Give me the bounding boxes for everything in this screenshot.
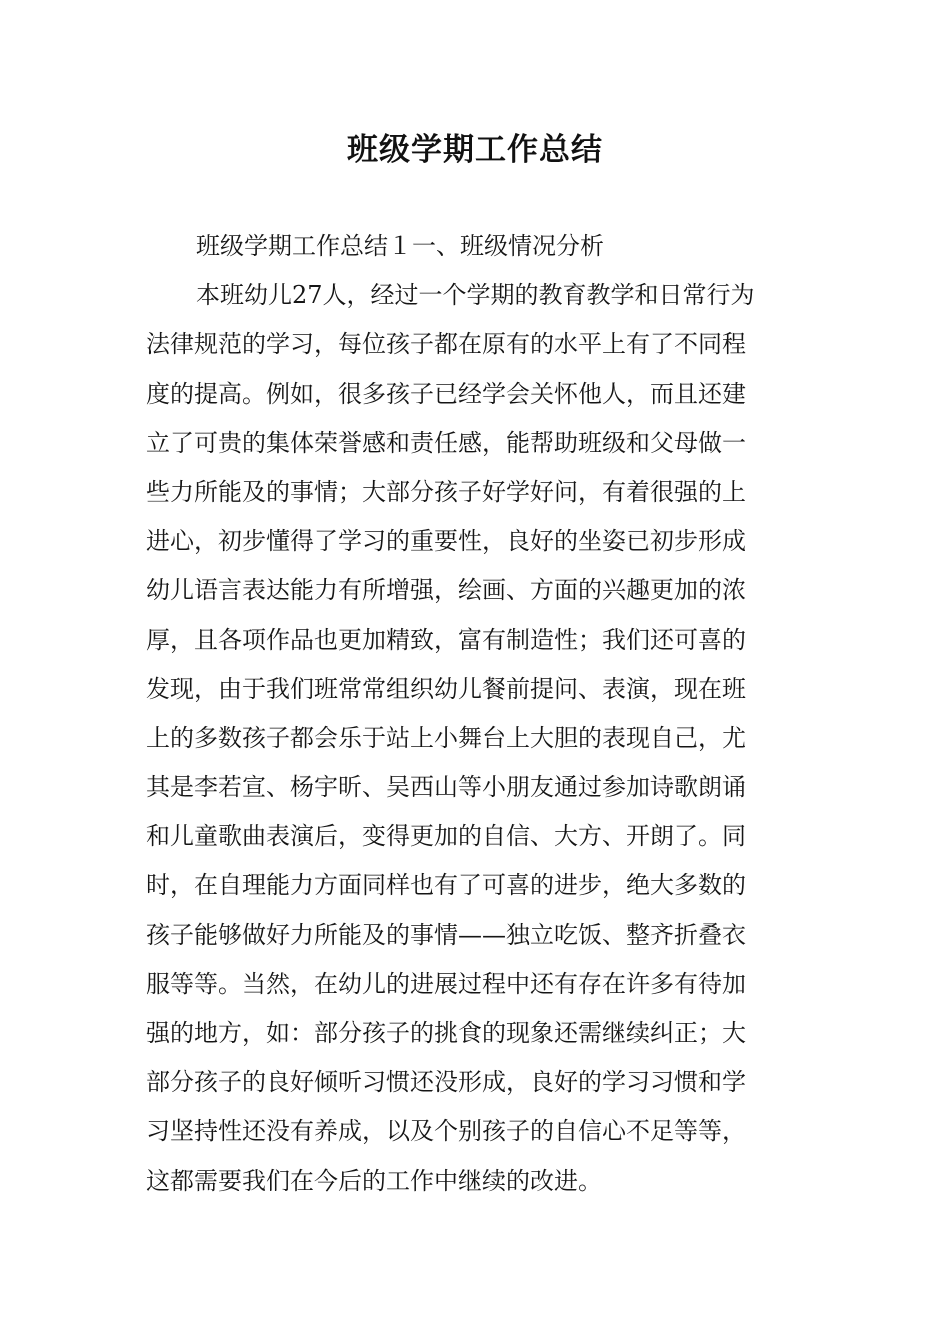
- paragraph-line: 其是李若宣、杨宇昕、吴西山等小朋友通过参加诗歌朗诵: [146, 773, 746, 802]
- document-title: 班级学期工作总结: [347, 132, 603, 168]
- paragraph-line: 法律规范的学习，每位孩子都在原有的水平上有了不同程: [146, 330, 746, 359]
- paragraph-line: 服等等。当然，在幼儿的进展过程中还有存在许多有待加: [146, 969, 746, 998]
- document-body: [146, 222, 806, 1206]
- paragraph-line: 习坚持性还没有养成，以及个别孩子的自信心不足等等，: [146, 1117, 746, 1146]
- paragraph-line: 强的地方，如：部分孩子的挑食的现象还需继续纠正；大: [146, 1019, 746, 1047]
- paragraph-line: 和儿童歌曲表演后，变得更加的自信、大方、开朗了。同: [146, 822, 746, 851]
- paragraph-line: 立了可贵的集体荣誉感和责任感，能帮助班级和父母做一: [146, 428, 746, 457]
- paragraph-line: 度的提高。例如，很多孩子已经学会关怀他人，而且还建: [146, 379, 746, 408]
- paragraph-line: 部分孩子的良好倾听习惯还没形成，良好的学习习惯和学: [146, 1068, 746, 1097]
- paragraph-line: 进心，初步懂得了学习的重要性，良好的坐姿已初步形成: [146, 527, 746, 556]
- paragraph-line: 幼儿语言表达能力有所增强，绘画、方面的兴趣更加的浓: [146, 576, 746, 605]
- paragraph-line: 发现，由于我们班常常组织幼儿餐前提问、表演，现在班: [146, 674, 746, 703]
- paragraph-line: 本班幼儿27人，经过一个学期的教育教学和日常行为: [196, 281, 755, 310]
- paragraph-line: 时，在自理能力方面同样也有了可喜的进步，绝大多数的: [146, 871, 746, 900]
- paragraph-line: 孩子能够做好力所能及的事情——独立吃饭、整齐折叠衣: [146, 920, 746, 949]
- paragraph-line: 厚，且各项作品也更加精致，富有制造性；我们还可喜的: [146, 625, 746, 654]
- paragraph-line: 些力所能及的事情；大部分孩子好学好问，有着很强的上: [146, 477, 746, 506]
- section-heading-line: 班级学期工作总结１一、班级情况分析: [196, 232, 604, 260]
- paragraph-line: 这都需要我们在今后的工作中继续的改进。: [146, 1166, 602, 1195]
- paragraph-line: 上的多数孩子都会乐于站上小舞台上大胆的表现自己，尤: [146, 723, 746, 752]
